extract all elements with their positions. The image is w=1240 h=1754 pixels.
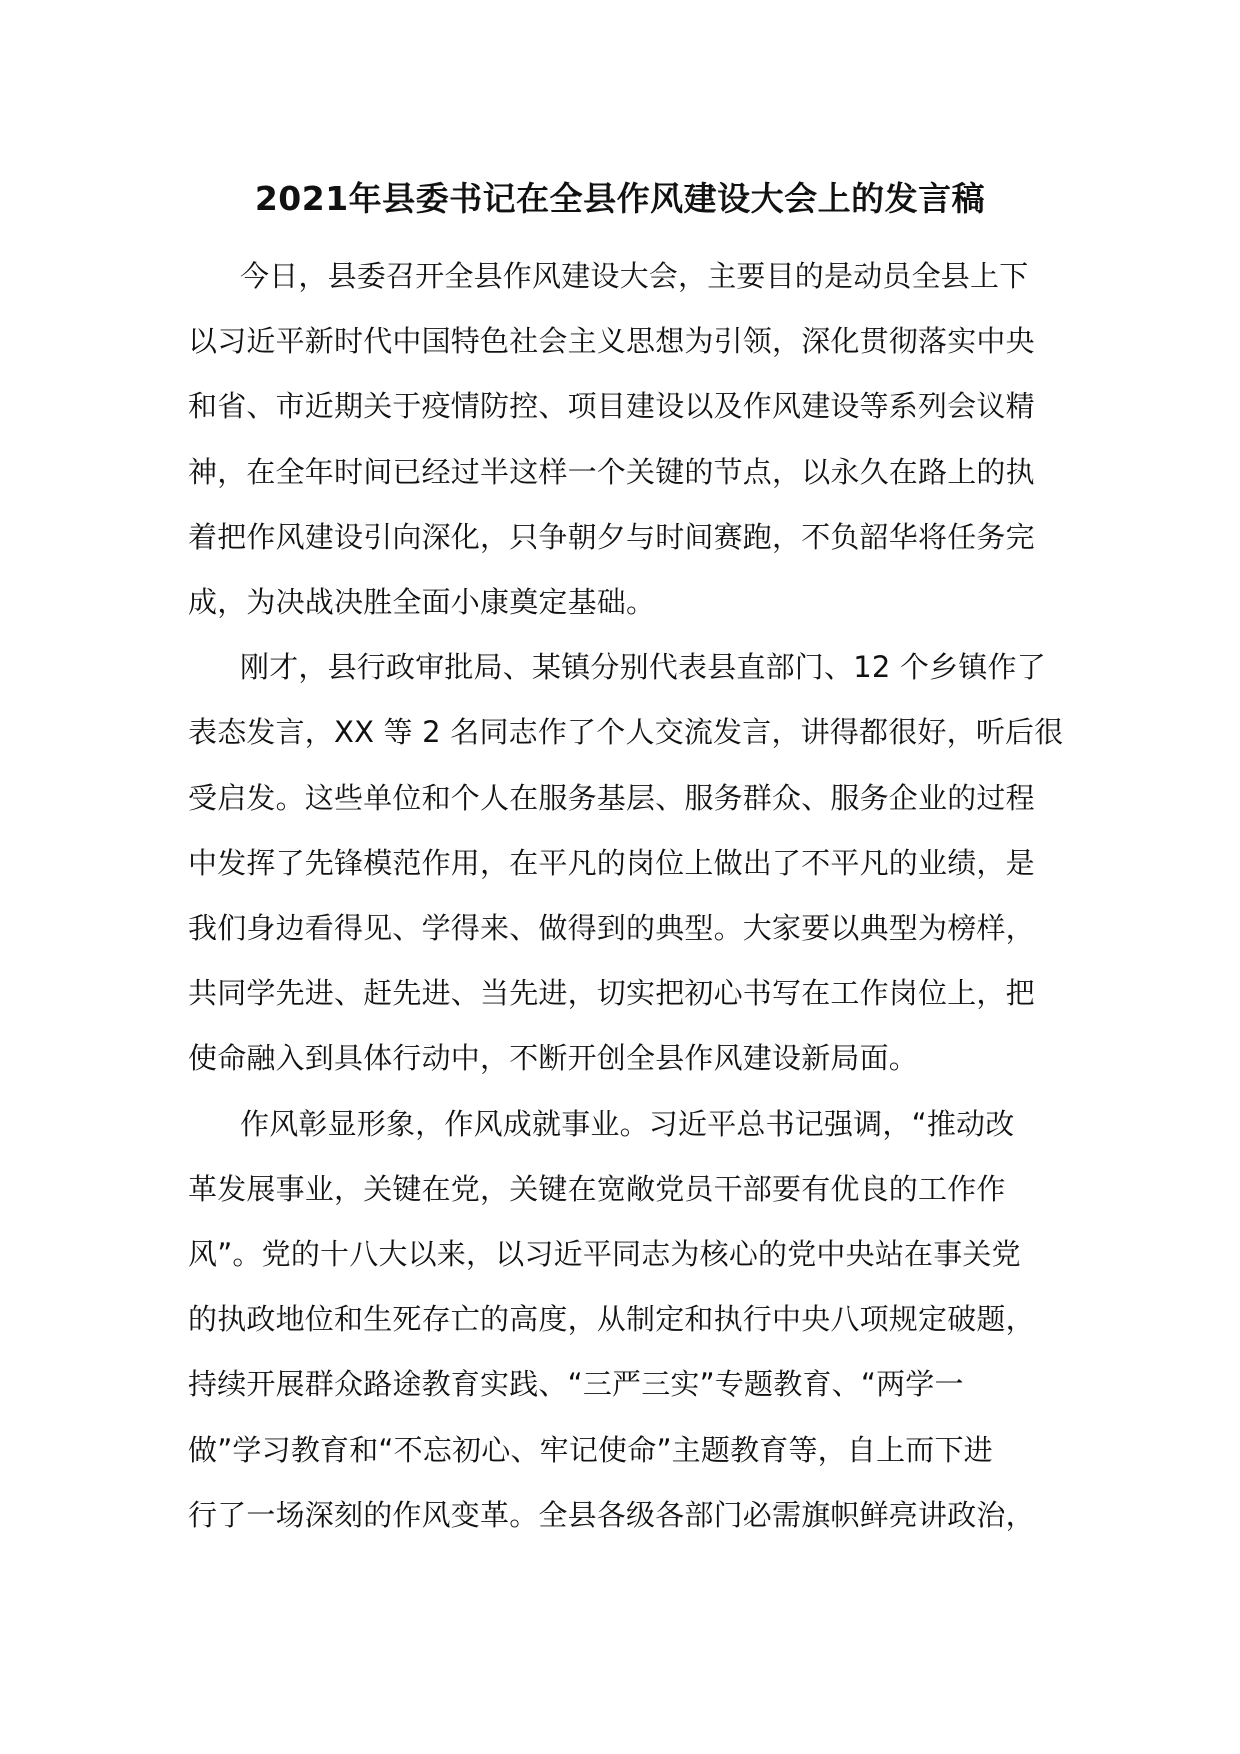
paragraph-2-line-7: 使命融入到具体行动中，不断开创全县作风建设新局面。 xyxy=(188,1041,919,1076)
document-body xyxy=(188,244,1068,1548)
paragraph-3-line-6: 做”学习教育和“不忘初心、牢记使命”主题教育等，自上而下进 xyxy=(188,1432,993,1467)
paragraph-1-line-3: 和省、市近期关于疫情防控、项目建设以及作风建设等系列会议精 xyxy=(188,389,1035,424)
paragraph-1-line-4: 神，在全年时间已经过半这样一个关键的节点，以永久在路上的执 xyxy=(188,454,1035,489)
paragraph-1-line-2: 以习近平新时代中国特色社会主义思想为引领，深化贯彻落实中央 xyxy=(188,324,1035,359)
paragraph-1-line-1: 今日，县委召开全县作风建设大会，主要目的是动员全县上下 xyxy=(240,259,1029,293)
paragraph-2-line-4: 中发挥了先锋模范作用，在平凡的岗位上做出了不平凡的业绩，是 xyxy=(188,845,1035,880)
paragraph-3-line-1: 作风彰显形象，作风成就事业。习近平总书记强调，“推动改 xyxy=(240,1106,1015,1141)
paragraph-3-line-3: 风”。党的十八大以来，以习近平同志为核心的党中央站在事关党 xyxy=(188,1237,1021,1272)
paragraph-2-line-3: 受启发。这些单位和个人在服务基层、服务群众、服务企业的过程 xyxy=(188,780,1035,815)
paragraph-3-line-7: 行了一场深刻的作风变革。全县各级各部门必需旗帜鲜亮讲政治， xyxy=(188,1497,1035,1532)
paragraph-2-line-2: 表态发言，XX 等 2 名同志作了个人交流发言，讲得都很好，听后很 xyxy=(188,715,1064,750)
document-title: 2021年县委书记在全县作风建设大会上的发言稿 xyxy=(254,179,986,218)
paragraph-2-line-5: 我们身边看得见、学得来、做得到的典型。大家要以典型为榜样， xyxy=(188,911,1035,946)
paragraph-1-line-5: 着把作风建设引向深化，只争朝夕与时间赛跑，不负韶华将任务完 xyxy=(188,519,1035,554)
paragraph-3-line-5: 持续开展群众路途教育实践、“三严三实”专题教育、“两学一 xyxy=(188,1367,964,1402)
paragraph-1-line-6: 成，为决战决胜全面小康奠定基础。 xyxy=(188,585,656,620)
paragraph-2-line-6: 共同学先进、赶先进、当先进，切实把初心书写在工作岗位上，把 xyxy=(188,976,1035,1011)
paragraph-2-line-1: 刚才，县行政审批局、某镇分别代表县直部门、12 个乡镇作了 xyxy=(240,650,1046,685)
paragraph-3-line-4: 的执政地位和生死存亡的高度，从制定和执行中央八项规定破题， xyxy=(188,1302,1035,1337)
paragraph-3-line-2: 革发展事业，关键在党，关键在宽敞党员干部要有优良的工作作 xyxy=(188,1171,1006,1206)
